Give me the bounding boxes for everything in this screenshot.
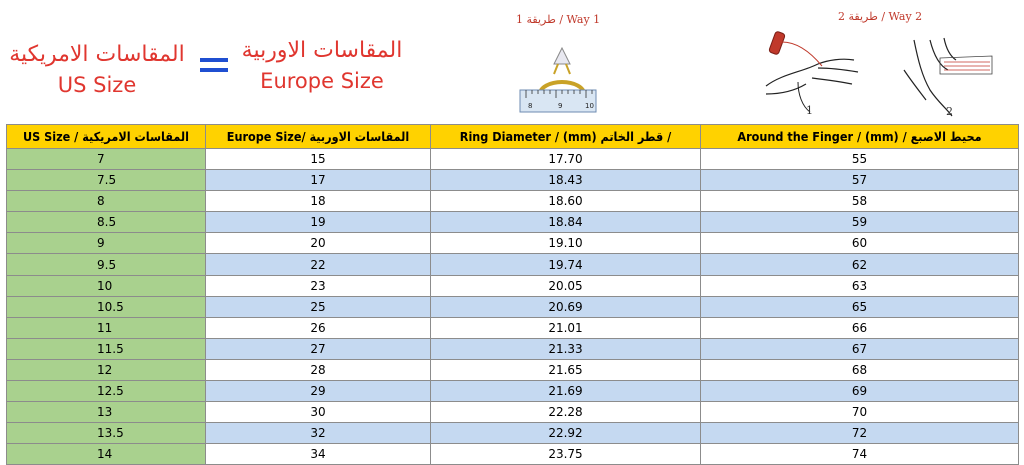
table-row bbox=[7, 338, 1019, 359]
ring-diameter-cell: 18.60 bbox=[431, 191, 701, 212]
ring-diameter-cell: 19.10 bbox=[431, 233, 701, 254]
ring-diameter-cell: 21.65 bbox=[431, 359, 701, 380]
way-1-label: طريقة 1 / Way 1 bbox=[516, 13, 601, 26]
table-row bbox=[7, 381, 1019, 402]
europe-size-english-title: Europe Size bbox=[260, 69, 384, 93]
ring-diameter-cell: 22.28 bbox=[431, 402, 701, 423]
around-finger-cell: 63 bbox=[701, 275, 1019, 296]
ring-diameter-cell: 17.70 bbox=[431, 149, 701, 170]
table-row bbox=[7, 212, 1019, 233]
europe-size-cell: 18 bbox=[206, 191, 431, 212]
europe-size-cell: 27 bbox=[206, 338, 431, 359]
around-finger-cell: 59 bbox=[701, 212, 1019, 233]
table-row bbox=[7, 402, 1019, 423]
table-row bbox=[7, 233, 1019, 254]
ring-diameter-cell: 22.92 bbox=[431, 423, 701, 444]
table-row bbox=[7, 149, 1019, 170]
around-finger-cell: 57 bbox=[701, 170, 1019, 191]
ring-diameter-cell: 18.43 bbox=[431, 170, 701, 191]
around-finger-cell: 67 bbox=[701, 338, 1019, 359]
around-finger-cell: 58 bbox=[701, 191, 1019, 212]
header-ring-diameter: Ring Diameter / (mm) قطر الخاتم / bbox=[431, 125, 701, 149]
figure-number-1: 1 bbox=[806, 104, 813, 117]
ring-diameter-cell: 18.84 bbox=[431, 212, 701, 233]
us-size-english-title: US Size bbox=[57, 73, 137, 97]
around-finger-cell: 68 bbox=[701, 359, 1019, 380]
around-finger-cell: 55 bbox=[701, 149, 1019, 170]
us-size-cell: 12.5 bbox=[7, 381, 206, 402]
around-finger-cell: 72 bbox=[701, 423, 1019, 444]
header-around-finger: Around the Finger / (mm) / محيط الاصبع bbox=[701, 125, 1019, 149]
table-row bbox=[7, 275, 1019, 296]
ring-size-table bbox=[6, 124, 1019, 465]
us-size-cell: 7.5 bbox=[7, 170, 206, 191]
figure-number-2: 2 bbox=[946, 105, 953, 118]
us-size-cell: 11 bbox=[7, 317, 206, 338]
ring-diameter-cell: 21.33 bbox=[431, 338, 701, 359]
europe-size-cell: 28 bbox=[206, 359, 431, 380]
europe-size-cell: 19 bbox=[206, 212, 431, 233]
us-size-cell: 14 bbox=[7, 444, 206, 465]
table-row bbox=[7, 444, 1019, 465]
table-row bbox=[7, 317, 1019, 338]
europe-size-cell: 22 bbox=[206, 254, 431, 275]
ring-on-ruler-icon bbox=[518, 30, 598, 122]
way-2-label: طريقة 2 / Way 2 bbox=[838, 10, 923, 23]
header-us-size: US Size / المقاسات الامريكية bbox=[7, 125, 206, 149]
ring-diameter-cell: 23.75 bbox=[431, 444, 701, 465]
table-row bbox=[7, 254, 1019, 275]
europe-size-cell: 15 bbox=[206, 149, 431, 170]
ruler-tick-8: 8 bbox=[528, 102, 533, 110]
europe-size-cell: 25 bbox=[206, 296, 431, 317]
us-size-cell: 10 bbox=[7, 275, 206, 296]
ring-diameter-cell: 21.01 bbox=[431, 317, 701, 338]
table-row bbox=[7, 423, 1019, 444]
header-europe-size: Europe Size/ المقاسات الاوربية bbox=[206, 125, 431, 149]
table-row bbox=[7, 296, 1019, 317]
table-header-row bbox=[7, 125, 1019, 149]
table-row bbox=[7, 170, 1019, 191]
around-finger-cell: 65 bbox=[701, 296, 1019, 317]
us-size-cell: 11.5 bbox=[7, 338, 206, 359]
europe-size-arabic-title: المقاسات الاوربية bbox=[241, 38, 403, 63]
us-size-cell: 12 bbox=[7, 359, 206, 380]
europe-size-cell: 20 bbox=[206, 233, 431, 254]
table-row bbox=[7, 191, 1019, 212]
ring-diameter-cell: 21.69 bbox=[431, 381, 701, 402]
around-finger-cell: 74 bbox=[701, 444, 1019, 465]
europe-size-cell: 23 bbox=[206, 275, 431, 296]
around-finger-cell: 69 bbox=[701, 381, 1019, 402]
ring-diameter-cell: 20.05 bbox=[431, 275, 701, 296]
us-size-cell: 13.5 bbox=[7, 423, 206, 444]
us-size-arabic-title: المقاسات الامريكية bbox=[9, 42, 185, 67]
europe-size-cell: 26 bbox=[206, 317, 431, 338]
around-finger-cell: 66 bbox=[701, 317, 1019, 338]
table-row bbox=[7, 359, 1019, 380]
europe-size-cell: 34 bbox=[206, 444, 431, 465]
around-finger-cell: 62 bbox=[701, 254, 1019, 275]
around-finger-cell: 70 bbox=[701, 402, 1019, 423]
us-size-cell: 9.5 bbox=[7, 254, 206, 275]
ring-diameter-cell: 19.74 bbox=[431, 254, 701, 275]
us-size-cell: 8.5 bbox=[7, 212, 206, 233]
equals-sign bbox=[200, 58, 228, 78]
ring-diameter-cell: 20.69 bbox=[431, 296, 701, 317]
us-size-cell: 9 bbox=[7, 233, 206, 254]
europe-size-cell: 30 bbox=[206, 402, 431, 423]
us-size-cell: 10.5 bbox=[7, 296, 206, 317]
ruler-tick-9: 9 bbox=[558, 102, 563, 110]
table-body bbox=[7, 149, 1019, 465]
europe-size-cell: 17 bbox=[206, 170, 431, 191]
europe-size-cell: 29 bbox=[206, 381, 431, 402]
ruler-tick-10: 10 bbox=[585, 102, 594, 110]
us-size-cell: 8 bbox=[7, 191, 206, 212]
around-finger-cell: 60 bbox=[701, 233, 1019, 254]
europe-size-cell: 32 bbox=[206, 423, 431, 444]
us-size-cell: 7 bbox=[7, 149, 206, 170]
us-size-cell: 13 bbox=[7, 402, 206, 423]
